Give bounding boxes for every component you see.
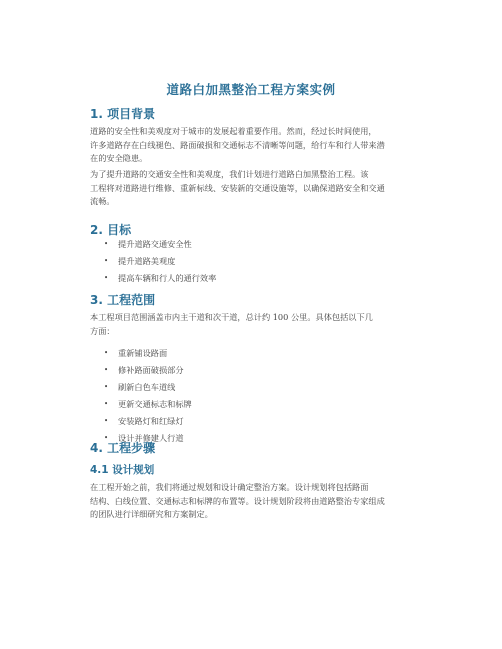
list-item: • 提高车辆和行人的通行效率 xyxy=(104,270,216,287)
list-item: • 更新交通标志和标牌 xyxy=(104,396,192,413)
list-item: • 设计并修建人行道 xyxy=(104,430,192,447)
paragraph-line: 道路的安全性和美观度对于城市的发展起着重要作用。然而，经过长时间使用， xyxy=(90,126,377,136)
section-heading-goals: 2. 目标 xyxy=(90,223,132,237)
paragraph-line: 方面： xyxy=(90,325,115,336)
paragraph-line: 本工程项目范围涵盖市内主干道和次干道，总计约 100 公里。具体包括以下几 xyxy=(90,312,373,322)
paragraph-line: 在工程开始之前，我们将通过规划和设计确定整治方案。设计规划将包括路面 xyxy=(90,482,369,492)
bullet-icon: • xyxy=(104,417,109,425)
subsection-heading-design: 4.1 设计规划 xyxy=(90,464,155,476)
section-heading-scope: 3. 工程范围 xyxy=(90,293,156,307)
section-heading-steps: 4. 工程步骤 xyxy=(90,441,156,455)
paragraph-background-2 xyxy=(90,168,430,209)
list-item: • 刷新白色车道线 xyxy=(104,379,192,396)
bullet-icon: • xyxy=(104,366,109,374)
paragraph-line: 的团队进行详细研究和方案制定。 xyxy=(90,509,213,519)
bullet-icon: • xyxy=(104,257,109,265)
paragraph-line: 工程将对道路进行维修、重新标线、安装新的交通设施等，以确保道路安全和交通 xyxy=(90,182,385,193)
paragraph-design xyxy=(90,481,430,522)
paragraph-line: 流畅。 xyxy=(90,196,115,206)
list-item: • 提升道路交通安全性 xyxy=(104,236,216,253)
goals-list xyxy=(104,236,216,287)
paragraph-scope xyxy=(90,311,430,338)
paragraph-line: 许多道路存在白线褪色、路面破损和交通标志不清晰等问题，给行车和行人带来潜 xyxy=(90,139,385,150)
list-item: • 修补路面破损部分 xyxy=(104,362,192,379)
bullet-icon: • xyxy=(104,274,109,282)
section-heading-background: 1. 项目背景 xyxy=(90,107,156,121)
list-item: • 重新铺设路面 xyxy=(104,345,192,362)
paragraph-line: 为了提升道路的交通安全性和美观度，我们计划进行道路白加黑整治工程。该 xyxy=(90,169,369,179)
bullet-icon: • xyxy=(104,383,109,391)
scope-list xyxy=(104,345,192,447)
paragraph-line: 在的安全隐患。 xyxy=(90,153,148,163)
paragraph-line: 结构、白线位置、交通标志和标牌的布置等。设计规划阶段将由道路整治专家组成 xyxy=(90,495,385,506)
bullet-icon: • xyxy=(104,349,109,357)
list-item: • 安装路灯和红绿灯 xyxy=(104,413,192,430)
bullet-icon: • xyxy=(104,434,109,442)
bullet-icon: • xyxy=(104,240,109,248)
document-title: 道路白加黑整治工程方案实例 xyxy=(166,82,336,97)
bullet-icon: • xyxy=(104,400,109,408)
list-item: • 提升道路美观度 xyxy=(104,253,216,270)
paragraph-background-1 xyxy=(90,125,430,166)
